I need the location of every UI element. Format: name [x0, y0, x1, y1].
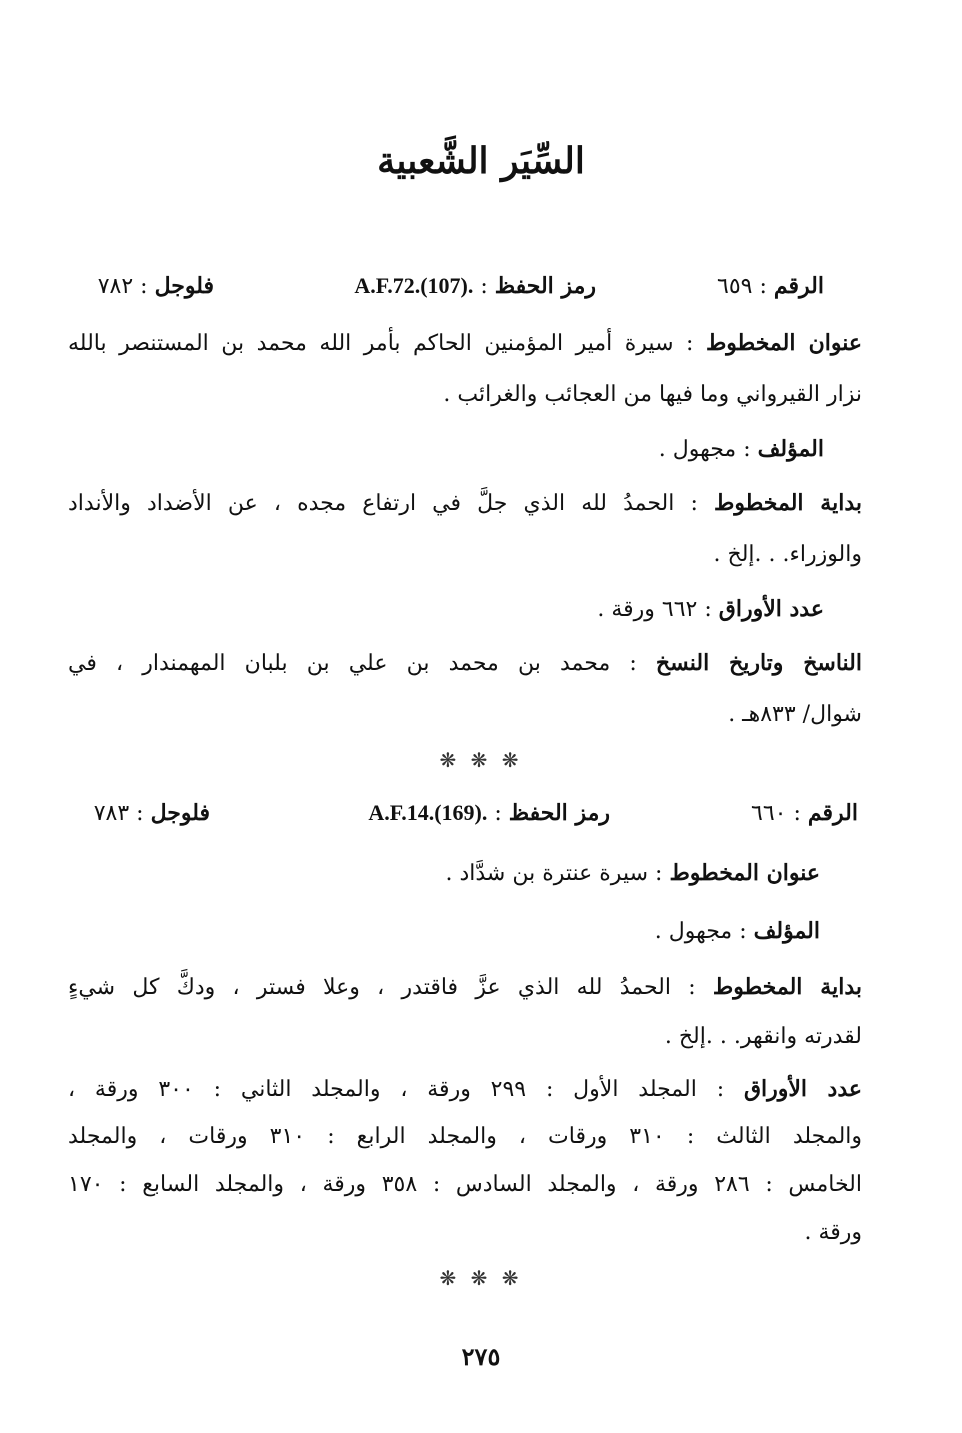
folios-line: الخامس : ٢٨٦ ورقة ، والمجلد السادس : ٣٥٨ ورقة ، والمجلد السابع : ١٧٠ [68, 1172, 862, 1197]
incipit-text: الحمدُ لله الذي عزَّ فاقتدر ، وعلا فستر ، ودكَّ كل شيءٍ [68, 975, 671, 1000]
copyist-label: الناسخ وتاريخ النسخ [655, 650, 862, 676]
author-value: مجهول . [658, 437, 737, 462]
manuscript-title-line: نزار القيرواني وما فيها من العجائب والغرائب . [443, 382, 862, 407]
folios-label: عدد الأوراق [743, 1076, 862, 1102]
copyist-line: شوال/ ٨٣٣هـ . [728, 702, 862, 727]
record-number: الرقم : ٦٦٠ [751, 800, 858, 826]
incipit-label: بداية المخطوط [714, 490, 862, 516]
number-value: ٦٥٩ [717, 274, 753, 299]
title-label: عنوان المخطوط [669, 860, 820, 886]
copyist-text: محمد بن محمد بن علي بن بلبان المهمندار ، في [68, 651, 611, 676]
author-line: المؤلف : مجهول . [654, 918, 820, 944]
copyist-line: الناسخ وتاريخ النسخ : محمد بن محمد بن علي بن بلبان المهمندار ، في [68, 650, 862, 676]
incipit-text: الحمدُ لله الذي جلَّ في ارتفاع مجده ، عن الأضداد والأنداد [68, 491, 675, 516]
shelf-mark: رمز الحفظ : A.F.72.(107). [354, 273, 596, 299]
section-separator: ❋ ❋ ❋ [439, 748, 523, 772]
number-label: الرقم [773, 273, 824, 299]
title-text: سيرة أمير المؤمنين الحاكم بأمر الله محمد بن المستنصر بالله [68, 331, 674, 356]
flugel-value: ٧٨٣ [93, 801, 130, 826]
title-text: سيرة عنترة بن شدَّاد . [445, 861, 649, 886]
title-label: عنوان المخطوط [705, 330, 862, 356]
author-label: المؤلف [753, 918, 820, 944]
number-value: ٦٦٠ [751, 801, 787, 826]
author-label: المؤلف [757, 436, 824, 462]
folios-line: عدد الأوراق : ٦٦٢ ورقة . [597, 596, 824, 622]
incipit-line: بداية المخطوط : الحمدُ لله الذي جلَّ في ارتفاع مجده ، عن الأضداد والأنداد [68, 490, 862, 516]
page-number: ٢٧٥ [461, 1342, 501, 1371]
shelf-label: رمز الحفظ [494, 273, 596, 299]
manuscript-title-line: عنوان المخطوط : سيرة عنترة بن شدَّاد . [445, 860, 820, 886]
incipit-line: بداية المخطوط : الحمدُ لله الذي عزَّ فاقتدر ، وعلا فستر ، ودكَّ كل شيءٍ [68, 974, 862, 1000]
folios-line: والمجلد الثالث : ٣١٠ ورقات ، والمجلد الرابع : ٣١٠ ورقات ، والمجلد [68, 1124, 863, 1149]
number-label: الرقم [807, 800, 858, 826]
folios-line: عدد الأوراق : المجلد الأول : ٢٩٩ ورقة ، والمجلد الثاني : ٣٠٠ ورقة ، [68, 1076, 862, 1102]
record-number: الرقم : ٦٥٩ [717, 273, 824, 299]
flugel-value: ٧٨٢ [97, 274, 134, 299]
incipit-line: والوزراء. . .إلخ . [713, 542, 862, 567]
author-line: المؤلف : مجهول . [658, 436, 824, 462]
manuscript-title-line: عنوان المخطوط : سيرة أمير المؤمنين الحاكم بأمر الله محمد بن المستنصر بالله [68, 330, 862, 356]
flugel-label: فلوجل [150, 800, 210, 826]
folios-text: المجلد الأول : ٢٩٩ ورقة ، والمجلد الثاني : ٣٠٠ ورقة ، [68, 1077, 697, 1102]
shelf-value: A.F.14.(169). [368, 800, 488, 825]
folios-line: ورقة . [804, 1220, 862, 1245]
flugel-number: فلوجل : ٧٨٢ [97, 273, 214, 299]
incipit-line: لقدرته وانقهر. . .إلخ . [664, 1024, 862, 1049]
flugel-label: فلوجل [154, 273, 214, 299]
shelf-mark: رمز الحفظ : A.F.14.(169). [368, 800, 610, 826]
flugel-number: فلوجل : ٧٨٣ [93, 800, 210, 826]
section-separator: ❋ ❋ ❋ [439, 1266, 523, 1290]
folios-value: ٦٦٢ ورقة . [597, 597, 698, 622]
shelf-label: رمز الحفظ [508, 800, 610, 826]
author-value: مجهول . [654, 919, 733, 944]
incipit-label: بداية المخطوط [712, 974, 862, 1000]
shelf-value: A.F.72.(107). [354, 273, 474, 298]
folios-label: عدد الأوراق [718, 596, 824, 622]
page-title: السِّيَر الشَّعبية [377, 140, 585, 182]
